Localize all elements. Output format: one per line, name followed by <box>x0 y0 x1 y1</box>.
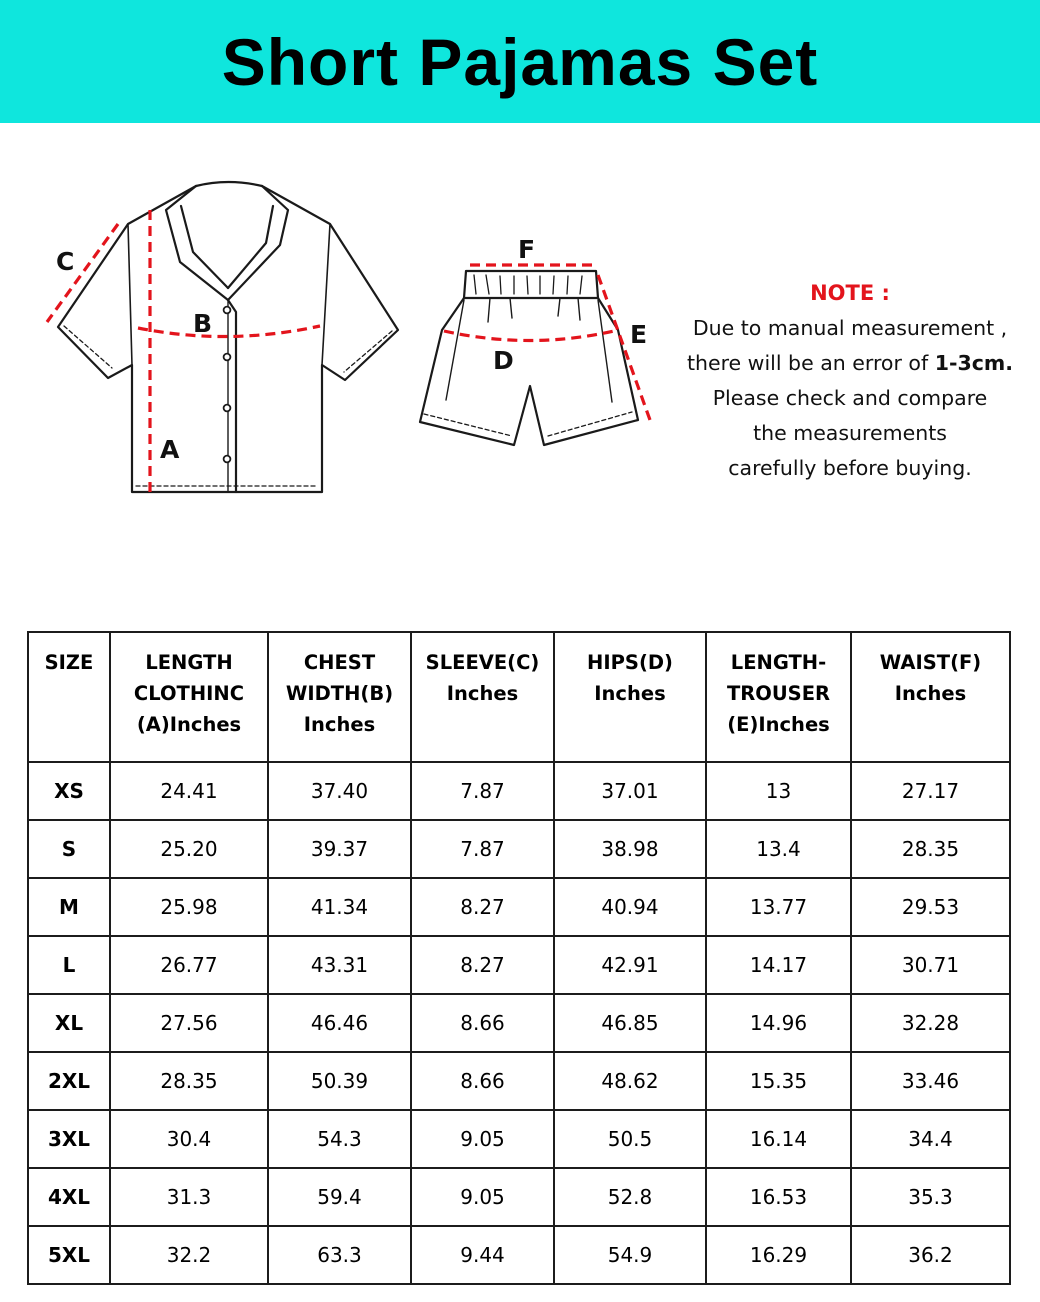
measurement-cell: 35.3 <box>851 1168 1010 1226</box>
size-cell: S <box>28 820 110 878</box>
measurement-note <box>680 276 1020 486</box>
measurement-cell: 27.17 <box>851 762 1010 820</box>
table-row <box>28 762 1010 820</box>
note-line-1: Due to manual measurement , <box>692 316 1008 340</box>
measurement-cell: 8.27 <box>411 936 554 994</box>
column-header-line: (E)Inches <box>727 713 830 736</box>
column-header-line: SIZE <box>44 651 94 674</box>
measurement-cell: 28.35 <box>110 1052 268 1110</box>
measurement-cell: 30.71 <box>851 936 1010 994</box>
measurement-cell: 41.34 <box>268 878 411 936</box>
measurement-cell: 7.87 <box>411 762 554 820</box>
column-header <box>110 632 268 762</box>
measurement-cell: 8.66 <box>411 1052 554 1110</box>
measurement-cell: 50.39 <box>268 1052 411 1110</box>
size-cell: 3XL <box>28 1110 110 1168</box>
measurement-cell: 42.91 <box>554 936 706 994</box>
measurement-cell: 32.2 <box>110 1226 268 1284</box>
measurement-cell: 28.35 <box>851 820 1010 878</box>
table-row <box>28 820 1010 878</box>
table-row <box>28 1110 1010 1168</box>
column-header <box>706 632 851 762</box>
column-header-line: WIDTH(B) <box>285 682 394 705</box>
page-title: Short Pajamas Set <box>221 24 819 99</box>
table-row <box>28 936 1010 994</box>
measurement-cell: 9.05 <box>411 1168 554 1226</box>
table-row <box>28 878 1010 936</box>
size-cell: L <box>28 936 110 994</box>
column-header-line: SLEEVE(C) <box>425 651 540 674</box>
label-d: D <box>493 346 514 375</box>
table-row <box>28 994 1010 1052</box>
measurement-cell: 43.31 <box>268 936 411 994</box>
table-row <box>28 1168 1010 1226</box>
measurement-cell: 13.4 <box>706 820 851 878</box>
measurement-cell: 37.40 <box>268 762 411 820</box>
column-header-line: Inches <box>594 682 666 705</box>
size-cell: 4XL <box>28 1168 110 1226</box>
measurement-cell: 16.14 <box>706 1110 851 1168</box>
chest-b-line <box>138 326 320 337</box>
note-title: NOTE : <box>810 281 890 305</box>
measurement-cell: 37.01 <box>554 762 706 820</box>
column-header-line: LENGTH- <box>730 651 827 674</box>
measurement-cell: 7.87 <box>411 820 554 878</box>
measurement-cell: 54.3 <box>268 1110 411 1168</box>
measurement-cell: 63.3 <box>268 1226 411 1284</box>
measurement-cell: 16.29 <box>706 1226 851 1284</box>
measurement-cell: 14.17 <box>706 936 851 994</box>
measurement-cell: 15.35 <box>706 1052 851 1110</box>
table-header-row <box>28 632 1010 762</box>
measurement-cell: 30.4 <box>110 1110 268 1168</box>
measurement-cell: 36.2 <box>851 1226 1010 1284</box>
note-error-range: 1-3cm. <box>934 351 1014 375</box>
measurement-cell: 13.77 <box>706 878 851 936</box>
measurement-cell: 27.56 <box>110 994 268 1052</box>
column-header-line: Inches <box>894 682 967 705</box>
measurement-cell: 59.4 <box>268 1168 411 1226</box>
measurement-cell: 38.98 <box>554 820 706 878</box>
column-header-line: Inches <box>303 713 376 736</box>
measurement-cell: 25.98 <box>110 878 268 936</box>
label-f: F <box>518 235 536 264</box>
size-cell: M <box>28 878 110 936</box>
note-line-2-text: there will be an error of <box>686 351 935 375</box>
measurement-cell: 14.96 <box>706 994 851 1052</box>
measurement-cell: 26.77 <box>110 936 268 994</box>
measurement-cell: 34.4 <box>851 1110 1010 1168</box>
measurement-cell: 31.3 <box>110 1168 268 1226</box>
measurement-cell: 13 <box>706 762 851 820</box>
measurement-cell: 8.27 <box>411 878 554 936</box>
size-cell: XS <box>28 762 110 820</box>
measurement-cell: 46.46 <box>268 994 411 1052</box>
column-header <box>268 632 411 762</box>
measurement-cell: 8.66 <box>411 994 554 1052</box>
size-chart-table <box>27 631 1011 1285</box>
measurement-cell: 40.94 <box>554 878 706 936</box>
column-header <box>28 632 110 762</box>
column-header-line: (A)Inches <box>136 713 242 736</box>
column-header-line: HIPS(D) <box>587 651 673 674</box>
size-cell: 5XL <box>28 1226 110 1284</box>
measurement-cell: 9.05 <box>411 1110 554 1168</box>
note-line-2 <box>680 346 1020 381</box>
hips-d-line <box>444 331 614 341</box>
measurement-cell: 50.5 <box>554 1110 706 1168</box>
column-header-line: CHEST <box>303 651 376 674</box>
shirt-buttons <box>224 307 231 463</box>
column-header-line: WAIST(F) <box>879 651 982 674</box>
note-line-4: the measurements <box>753 421 947 445</box>
measurement-cell: 24.41 <box>110 762 268 820</box>
note-line-5: carefully before buying. <box>728 456 972 480</box>
measurement-cell: 33.46 <box>851 1052 1010 1110</box>
column-header <box>554 632 706 762</box>
measurement-cell: 46.85 <box>554 994 706 1052</box>
measurement-cell: 29.53 <box>851 878 1010 936</box>
column-header-line: LENGTH <box>145 651 233 674</box>
column-header-line: CLOTHINC <box>133 682 245 705</box>
label-b: B <box>193 309 213 338</box>
title-banner <box>0 0 1040 123</box>
shirt-illustration <box>58 182 398 492</box>
label-c: C <box>56 247 75 276</box>
measurement-cell: 48.62 <box>554 1052 706 1110</box>
table-row <box>28 1226 1010 1284</box>
label-e: E <box>630 320 648 349</box>
size-cell: 2XL <box>28 1052 110 1110</box>
column-header-line: Inches <box>446 682 519 705</box>
measurement-cell: 16.53 <box>706 1168 851 1226</box>
measurement-cell: 32.28 <box>851 994 1010 1052</box>
size-cell: XL <box>28 994 110 1052</box>
label-a: A <box>160 435 180 464</box>
column-header <box>411 632 554 762</box>
measurement-cell: 54.9 <box>554 1226 706 1284</box>
measurement-cell: 9.44 <box>411 1226 554 1284</box>
column-header-line: TROUSER <box>726 682 831 705</box>
table-row <box>28 1052 1010 1110</box>
measurement-cell: 52.8 <box>554 1168 706 1226</box>
column-header <box>851 632 1010 762</box>
measurement-cell: 39.37 <box>268 820 411 878</box>
measurement-cell: 25.20 <box>110 820 268 878</box>
table-body <box>28 762 1010 1284</box>
note-line-3: Please check and compare <box>712 386 988 410</box>
shirt-measure-lines <box>47 210 320 492</box>
